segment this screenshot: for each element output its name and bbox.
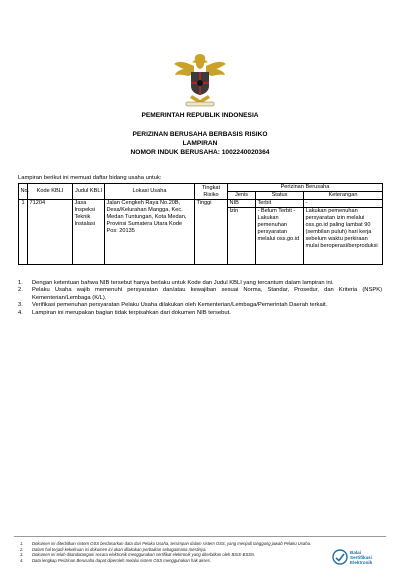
list-item bbox=[18, 287, 382, 302]
note-text: Pelaku Usaha wajib memenuhi persyaratan dan/atau kewajiban sesuai Norma, Standar, Prosedur, dan Kriteria (NSPK) Kementerian/Lembaga (K/L). bbox=[32, 287, 382, 301]
table-row bbox=[19, 200, 383, 208]
footer-text: Dalam hal terjadi kekeliruan isi dokumen ini akan dilakukan perbaikan sebagaimana mestinya. bbox=[32, 546, 207, 552]
footer-text: Dokumen ini diterbitkan sistem OSS berdasarkan data dari Pelaku Usaha, tersimpan dalam sistem OSS, yang menjadi tanggung jawab Pelaku Usaha. bbox=[32, 541, 312, 546]
note-text: Verifikasi pemenuhan persyaratan Pelaku Usaha dilakukan oleh Kementerian/Lembaga/Pemerintah Daerah terkait. bbox=[32, 302, 328, 309]
cell-kode-kbli: 71204 bbox=[28, 200, 73, 265]
cell-keterangan-nib: - bbox=[304, 200, 383, 208]
note-text: Lampiran ini merupakan bagian tidak terpisahkan dari dokumen NIB tersebut. bbox=[32, 309, 231, 316]
header-lokasi-usaha: Lokasi Usaha bbox=[105, 184, 195, 200]
document-subtitle: LAMPIRAN bbox=[182, 140, 218, 147]
notes-list bbox=[18, 280, 382, 317]
garuda-emblem-icon bbox=[172, 48, 228, 108]
list-item bbox=[18, 280, 382, 287]
cell-judul-kbli: Jasa Inspeksi Teknik Instalasi bbox=[73, 200, 105, 265]
cell-lokasi-usaha: Jalan Cengkeh Raya No.20B, Desa/Kelurahan Mangga, Kec. Medan Tuntungan, Kota Medan, Provinsi Sumatera Utara Kode Pos: 20135 bbox=[105, 200, 195, 265]
bsre-line3: Elektronik bbox=[350, 559, 373, 565]
note-number: 4. bbox=[18, 309, 23, 316]
footer-number: 3. bbox=[20, 552, 24, 558]
page-footer bbox=[14, 536, 386, 579]
header-keterangan: Keterangan bbox=[304, 192, 383, 200]
cell-jenis-nib: NIB bbox=[228, 200, 256, 208]
intro-text: Lampiran berikut ini memuat daftar bidang usaha untuk: bbox=[18, 175, 162, 181]
cell-status-nib: Terbit bbox=[256, 200, 304, 208]
note-number: 1. bbox=[18, 280, 23, 286]
government-heading: PEMERINTAH REPUBLIK INDONESIA bbox=[141, 112, 259, 119]
cell-tingkat-risiko: Tinggi bbox=[195, 200, 228, 265]
header-tingkat-risiko: Tingkat Risiko bbox=[195, 184, 228, 200]
note-number: 2. bbox=[18, 287, 23, 294]
document-title: PERIZINAN BERUSAHA BERBASIS RISIKO bbox=[132, 131, 268, 138]
footer-number: 2. bbox=[20, 546, 24, 552]
bsre-line2: Sertifikasi bbox=[350, 554, 372, 560]
kbli-table bbox=[18, 183, 383, 265]
footer-notes bbox=[20, 541, 338, 563]
footer-number: 4. bbox=[20, 557, 24, 563]
bsre-logo bbox=[332, 547, 382, 567]
footer-text: Dokumen ini telah ditandatangani secara elektronik menggunakan sertifikat elektronik yang diterbitkan oleh BSrE-BSSN. bbox=[32, 552, 256, 558]
header-judul-kbli: Judul KBLI bbox=[73, 184, 105, 200]
header-no: No. bbox=[19, 184, 28, 200]
cell-status-izin: - Belum Terbit - Lakukan pemenuhan persyaratan melalui oss.go.id bbox=[256, 208, 304, 265]
list-item bbox=[20, 558, 338, 564]
bsre-line1: Balai bbox=[350, 549, 361, 555]
note-text: Dengan ketentuan bahwa NIB tersebut hanya berlaku untuk Kode dan Judul KBLI yang tercantum dalam lampiran ini. bbox=[32, 280, 334, 286]
header-jenis: Jenis bbox=[228, 192, 256, 200]
cell-keterangan-izin: Lakukan pemenuhan persyaratan izin melalui oss.go.id paling lambat 90 (sembilan puluh) hari kerja sebelum waktu perkiraan mulai beroperasi/berproduksi bbox=[304, 208, 383, 265]
footer-text: Data lengkap Perizinan Berusaha dapat diperoleh melalui sistem OSS menggunakan hak akses. bbox=[32, 557, 212, 563]
list-item bbox=[18, 310, 382, 317]
header-perizinan-berusaha: Perizinan Berusaha bbox=[228, 184, 383, 192]
header-kode-kbli: Kode KBLI bbox=[28, 184, 73, 200]
list-item bbox=[18, 302, 382, 309]
note-number: 3. bbox=[18, 302, 23, 309]
cell-no: 1 bbox=[19, 200, 28, 265]
footer-number: 1. bbox=[20, 541, 24, 546]
nib-number: NOMOR INDUK BERUSAHA: 1002240020364 bbox=[130, 149, 270, 156]
bsre-logo-icon bbox=[332, 549, 348, 565]
cell-jenis-izin: Izin bbox=[228, 208, 256, 265]
header-status: Status bbox=[256, 192, 304, 200]
